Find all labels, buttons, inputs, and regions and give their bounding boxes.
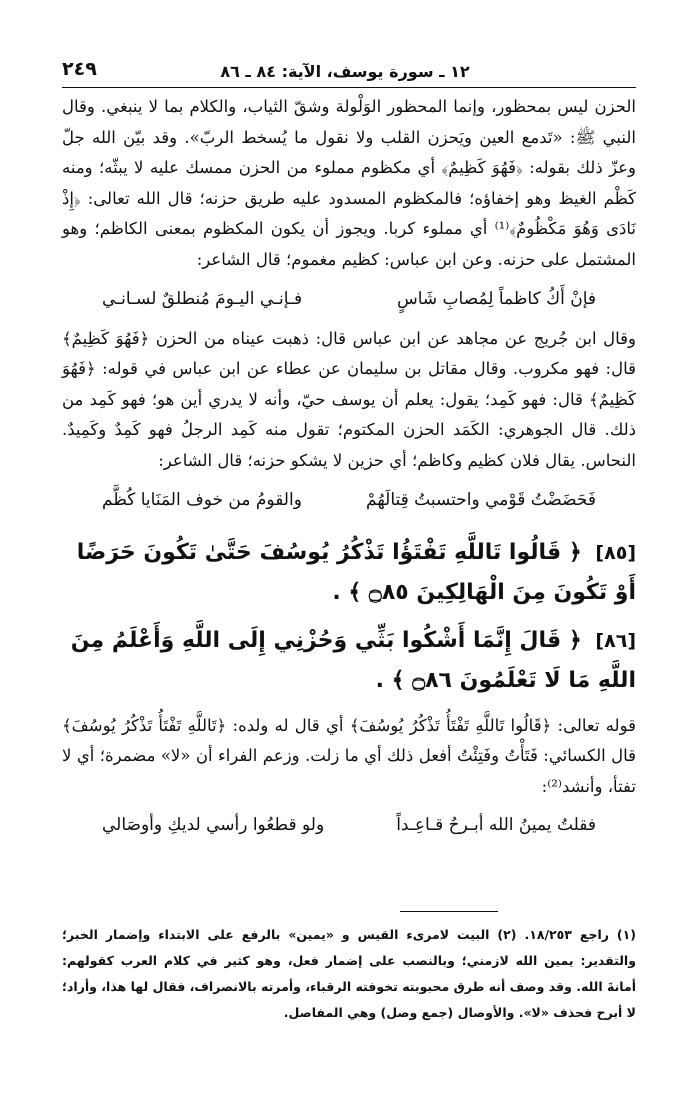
poem-verse-1: [62, 276, 636, 324]
footnote-divider: [400, 911, 498, 912]
footnote-text: (١) راجع ١٨/٢٥٣. (٢) البيت لامرىء القيس و «يمين» بالرفع على الابتداء وإضمار الخبر؛ والتقدير: يمين الله لازمني؛ وبالنصب على إضمار فعل، وهو كثير في كلام العرب كقولهم: أمانةَ الله. وقد وصف أنه طرق محبوبته تخوفته الرقباء، وأمرته بالانصراف، فقال لها هذا، وأراد؛ لا أبرح فحذف «لا». والأوصال (جمع وصل) وهي المفاصل.: [62, 927, 636, 1020]
ayah-86-number: [٨٦]: [595, 629, 636, 652]
main-text: [62, 92, 636, 850]
paragraph-1: الحزن ليس بمحظور، وإنما المحظور الوَلْولة وشقّ الثياب، والكلام بما لا ينبغي. وقال النبي ﷺ: «تَدمع العين ويَحزن القلب ولا نقول ما يُسخط الربّ». وقد بيّن الله جلّ وعزّ ذلك بقوله: ﴿فَهُوَ كَظِيمٌ﴾ أي مكظوم مملوء من الحزن ممسك عليه لا يبثّه؛ ومنه كَظْم الغيظ وهو إخفاؤه؛ فالمكظوم المسدود عليه طريق حزنه؛ قال الله تعالى: ﴿إِذْ نَادَى وَهُوَ مَكْظُومٌ﴾⁽¹⁾ أي مملوء كربا. ويجوز أن يكون المكظوم بمعنى الكاظم؛ وهو المشتمل على حزنه. وعن ابن عباس: كظيم مغموم؛ قال الشاعر:: [62, 97, 636, 269]
paragraph-2: وقال ابن جُريج عن مجاهد عن ابن عباس قال: ذهبت عيناه من الحزن ﴿فَهُوَ كَظِيمٌ﴾ قال: فهو مكروب. وقال مقاتل بن سليمان عن عطاء عن ابن عباس في قوله: ﴿فَهُوَ كَظِيمٌ﴾ قال: فهو كَمِد؛ يقول: يعلم أن يوسف حيّ، وأنه لا يدري أين هو؛ فهو كَمِد من ذلك. قال الجوهري: الكَمَد الحزن المكتوم؛ تقول منه كَمِد الرجلُ فهو كَمِدٌ وكَمِيدٌ. النحاس. يقال فلان كظيم وكاظم؛ أي حزين لا يشكو حزنه؛ قال الشاعر:: [62, 328, 636, 470]
running-header: [62, 58, 628, 84]
poem-verse-3: [62, 802, 636, 850]
verse-2-second-hemistich: والقومُ من خوف المَنَايا كُظَّم: [102, 489, 302, 510]
verse-2-first-hemistich: فَحَضَضْتُ قَوْمي واحتسبتُ قِتالَهُمْ: [366, 489, 596, 510]
ayah-86-text: ﴿ قَالَ إِنَّمَا أَشْكُوا بَثِّي وَحُزْنِي إِلَى اللَّهِ وَأَعْلَمُ مِنَ اللَّهِ مَا لَا تَعْلَمُونَ ۝٨٦ ﴾ .: [70, 627, 636, 693]
quran-ayah-86: [62, 621, 636, 701]
header-title: ١٢ ـ سورة يوسف، الآية: ٨٤ ـ ٨٦: [220, 61, 470, 81]
footnotes: [62, 922, 636, 1026]
verse-3-first-hemistich: فقلتُ يمينُ الله أبـرحُ قـاعِـداً: [396, 815, 596, 836]
verse-3-second-hemistich: ولو قطعُوا رأسي لديكِ وأوصَالي: [102, 815, 325, 836]
poem-verse-2: [62, 477, 636, 525]
quran-ayah-85: [62, 533, 636, 613]
verse-1-second-hemistich: فـإنـي اليـومَ مُنطلقٌ لسـانـي: [102, 288, 303, 309]
header-divider: [62, 87, 636, 88]
page-number: ٢٤٩: [62, 58, 97, 80]
ayah-85-text: ﴿ قَالُوا تَاللَّهِ تَفْتَؤُا تَذْكُرُ يُوسُفَ حَتَّىٰ تَكُونَ حَرَضًا أَوْ تَكُونَ مِنَ الْهَالِكِينَ ۝٨٥ ﴾ .: [76, 539, 636, 605]
verse-1-first-hemistich: فإنْ أَكُ كاظماً لِمُصابِ شَاسٍ: [396, 288, 596, 309]
paragraph-3: قوله تعالى: ﴿قَالُوا تَاللَّهِ تَفْتَأُ تَذْكُرُ يُوسُفَ﴾ أي قال له ولده: ﴿تَاللَّهِ تَفْتَأُ تَذْكُرُ يُوسُفَ﴾ قال الكسائي: فَتَأْتُ وفَتِئْتُ أفعل ذلك أي ما زلت. وزعم الفراء أن «لا» مضمرة؛ أي لا تفتأ، وأنشد⁽²⁾:: [62, 715, 636, 796]
ayah-85-number: [٨٥]: [595, 541, 636, 564]
